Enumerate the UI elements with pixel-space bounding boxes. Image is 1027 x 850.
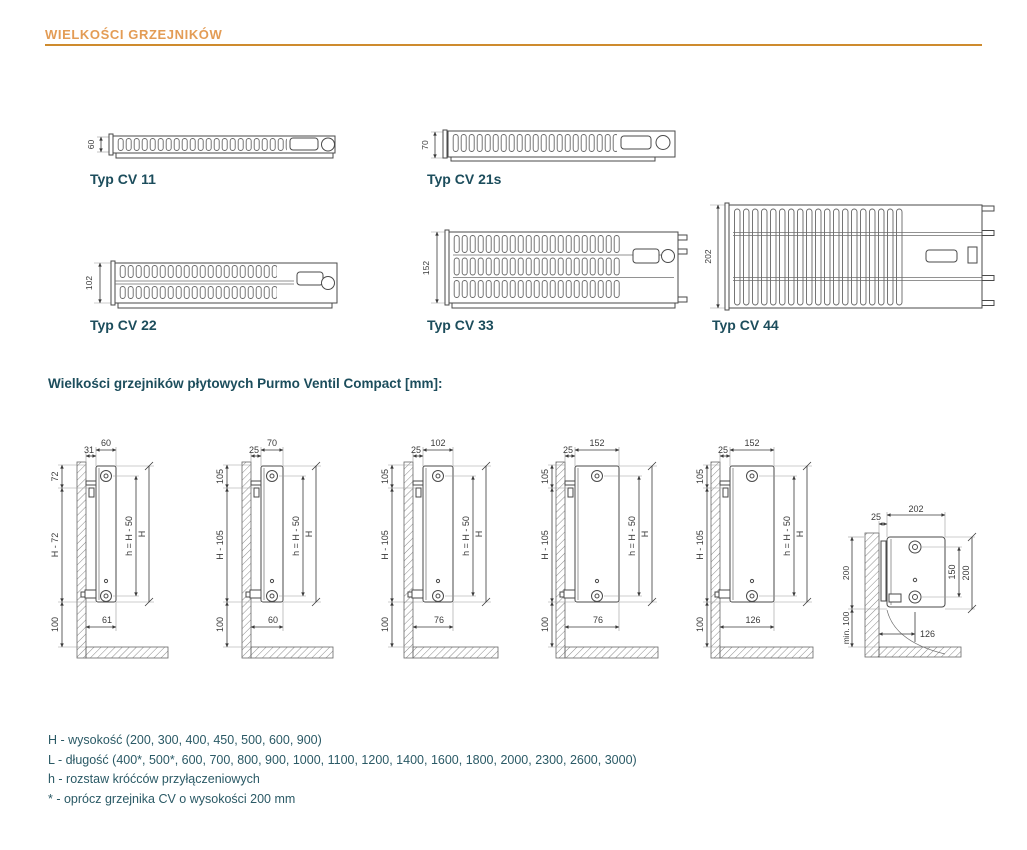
cv21s-valve-head <box>656 136 670 150</box>
cv11-valve-housing <box>290 138 318 150</box>
height-dim: H <box>795 530 805 538</box>
page-title: WIELKOŚCI GRZEJNIKÓW <box>45 27 223 42</box>
wall-hatch <box>711 462 720 658</box>
height-dim: H <box>137 530 147 538</box>
top-clearance-dim: 72 <box>50 471 60 482</box>
top-clearance-dim: 105 <box>540 468 550 485</box>
floor-clearance-dim: 100 <box>695 616 705 633</box>
wall-offset-dim: 25 <box>717 445 729 455</box>
bracket-span-dim: H - 105 <box>695 530 705 560</box>
depth-dim: 152 <box>744 438 760 448</box>
top-clearance-dim: 105 <box>380 468 390 485</box>
cv22-fins-row2 <box>119 286 277 300</box>
cv33-bottom-plate <box>452 303 675 308</box>
cv33-valve-head <box>662 250 675 263</box>
wall-bracket-hook <box>254 488 259 497</box>
cv21s-type-label: Typ CV 21s <box>427 171 502 187</box>
bottom-valve <box>250 590 261 598</box>
pipe-spacing-dim: h = H - 50 <box>782 516 792 556</box>
mounting-rail <box>881 541 886 601</box>
floor-hatch <box>413 647 498 658</box>
bracket-span-dim: H - 105 <box>540 530 550 560</box>
top-clearance-dim: 105 <box>215 468 225 485</box>
cv44-height-dim: 202 <box>703 249 713 264</box>
cv33-pipe-stub-top <box>678 235 687 240</box>
bracket-span-dim: H - 72 <box>50 532 60 558</box>
cv11-bottom-plate <box>116 153 333 158</box>
floor-clearance-dim: 100 <box>540 616 550 633</box>
cv22-bottom-plate <box>118 303 332 308</box>
bottom-valve <box>889 594 901 602</box>
cv22-fins-row1 <box>119 265 277 279</box>
cv33-fins-row3 <box>453 279 621 299</box>
height-dim: H <box>474 530 484 538</box>
cv44-valve-housing <box>926 250 957 262</box>
floor-clearance-dim: 100 <box>380 616 390 633</box>
outlet-dim: 126 <box>920 629 936 639</box>
section-title: Wielkości grzejników płytowych Purmo Ventil Compact [mm]: <box>48 376 443 391</box>
side-view-cv22 <box>375 420 540 682</box>
cv22-height-dim: 102 <box>84 275 94 291</box>
cv33-top-view-drawing <box>420 222 698 327</box>
cv11-end-cap <box>109 134 113 155</box>
wall-hatch <box>865 533 879 657</box>
cv21s-end-cap <box>443 130 447 158</box>
bottom-valve <box>564 590 575 598</box>
cv21s-convector-fins <box>452 133 617 153</box>
cv44-pipe-stub-4 <box>982 301 994 306</box>
floor-hatch <box>251 647 333 658</box>
depth-dim: 60 <box>100 438 112 448</box>
cv44-end-cap <box>725 203 729 310</box>
wall-hatch <box>77 462 86 658</box>
floor-hatch <box>720 647 813 658</box>
bracket-span-dim: H - 105 <box>380 530 390 560</box>
cv22-end-cap <box>111 261 115 305</box>
wall-bracket <box>720 481 730 485</box>
wall-bracket <box>251 481 261 485</box>
console-view-cv44 <box>841 470 1027 690</box>
side-view-cv33 <box>535 420 700 682</box>
cv11-convector-fins <box>117 138 287 152</box>
legend-line-h: H - wysokość (200, 300, 400, 450, 500, 600, 900) <box>48 733 322 747</box>
cv44-valve-tab <box>968 247 977 263</box>
outlet-dim: 126 <box>745 615 761 625</box>
wall-hatch <box>556 462 565 658</box>
pipe-spacing-dim: h = H - 50 <box>627 516 637 556</box>
height-left-dim: 200 <box>841 565 851 581</box>
cv44-pipe-stub-1 <box>982 206 994 211</box>
outlet-dim: 60 <box>267 615 279 625</box>
cv21s-bottom-plate <box>451 157 655 161</box>
legend-line-note: * - oprócz grzejnika CV o wysokości 200 mm <box>48 791 296 806</box>
wall-offset-dim: 31 <box>83 445 95 455</box>
cv33-fins-row1 <box>453 234 621 254</box>
wall-offset-dim: 25 <box>410 445 422 455</box>
cv44-type-label: Typ CV 44 <box>712 317 779 333</box>
outlet-dim: 61 <box>101 615 113 625</box>
depth-dim: 102 <box>430 438 446 448</box>
pipe-spacing-dim: 150 <box>947 564 957 580</box>
floor-clearance-dim: 100 <box>50 616 60 633</box>
wall-hatch <box>404 462 413 658</box>
cv21s-valve-housing <box>621 136 651 149</box>
cv44-pipe-stub-3 <box>982 276 994 281</box>
floor-clearance-dim: 100 <box>215 616 225 633</box>
cv21s-height-dim: 70 <box>420 140 430 150</box>
wall-offset-dim: 25 <box>562 445 574 455</box>
height-right-dim: 200 <box>961 565 971 581</box>
title-underline <box>45 44 982 46</box>
depth-dim: 70 <box>266 438 278 448</box>
bottom-valve <box>85 590 96 598</box>
legend <box>48 731 637 809</box>
wall-bracket <box>565 481 575 485</box>
cv33-end-cap <box>445 230 449 305</box>
wall-bracket <box>413 481 423 485</box>
cv33-fins-row2 <box>453 257 621 277</box>
pipe-spacing-dim: h = H - 50 <box>124 516 134 556</box>
bracket-span-dim: H - 105 <box>215 530 225 560</box>
cv44-top-view-drawing <box>700 195 1000 320</box>
outlet-dim: 76 <box>433 615 445 625</box>
cv22-valve-housing <box>297 272 323 285</box>
wall-bracket-hook <box>723 488 728 497</box>
floor-hatch <box>879 647 961 657</box>
cv11-height-dim: 60 <box>86 139 96 150</box>
side-view-cv11 <box>45 420 210 682</box>
side-view-cv21s <box>210 420 375 682</box>
cv44-convector-fins <box>733 207 905 307</box>
cv22-type-label: Typ CV 22 <box>90 317 157 333</box>
cv33-height-dim: 152 <box>421 260 431 276</box>
pipe-spacing-dim: h = H - 50 <box>291 516 301 556</box>
depth-dim: 202 <box>908 504 924 514</box>
floor-hatch <box>86 647 168 658</box>
cv33-pipe-stub-bottom <box>678 297 687 302</box>
wall-bracket <box>86 481 96 485</box>
cv33-valve-housing <box>633 249 659 263</box>
cv33-type-label: Typ CV 33 <box>427 317 494 333</box>
floor-hatch <box>565 647 658 658</box>
side-view-cv44 <box>690 420 855 682</box>
legend-line-l: L - długość (400*, 500*, 600, 700, 800, 900, 1000, 1100, 1200, 1400, 1600, 1800, 2000, 2300, 2600, 3000) <box>48 752 637 767</box>
bottom-valve <box>719 590 730 598</box>
cv22-valve-head <box>322 277 335 290</box>
wall-hatch <box>242 462 251 658</box>
depth-dim: 152 <box>589 438 605 448</box>
legend-line-pipe: h - rozstaw króćców przyłączeniowych <box>48 772 260 786</box>
min-floor-dim: min. 100 <box>841 611 851 645</box>
wall-bracket-hook <box>416 488 421 497</box>
top-clearance-dim: 105 <box>695 468 705 485</box>
cv33-pipe-stub-mid <box>678 249 687 254</box>
wall-bracket-hook <box>568 488 573 497</box>
cv11-type-label: Typ CV 11 <box>90 171 156 187</box>
pipe-spacing-dim: h = H - 50 <box>461 516 471 556</box>
cv44-pipe-stub-2 <box>982 231 994 236</box>
height-dim: H <box>304 530 314 538</box>
wall-offset-dim: 25 <box>870 512 881 522</box>
height-dim: H <box>640 530 650 538</box>
outlet-dim: 76 <box>592 615 604 625</box>
cv11-valve-head <box>322 138 335 151</box>
wall-bracket-hook <box>89 488 94 497</box>
bottom-valve <box>412 590 423 598</box>
wall-offset-dim: 25 <box>248 445 260 455</box>
